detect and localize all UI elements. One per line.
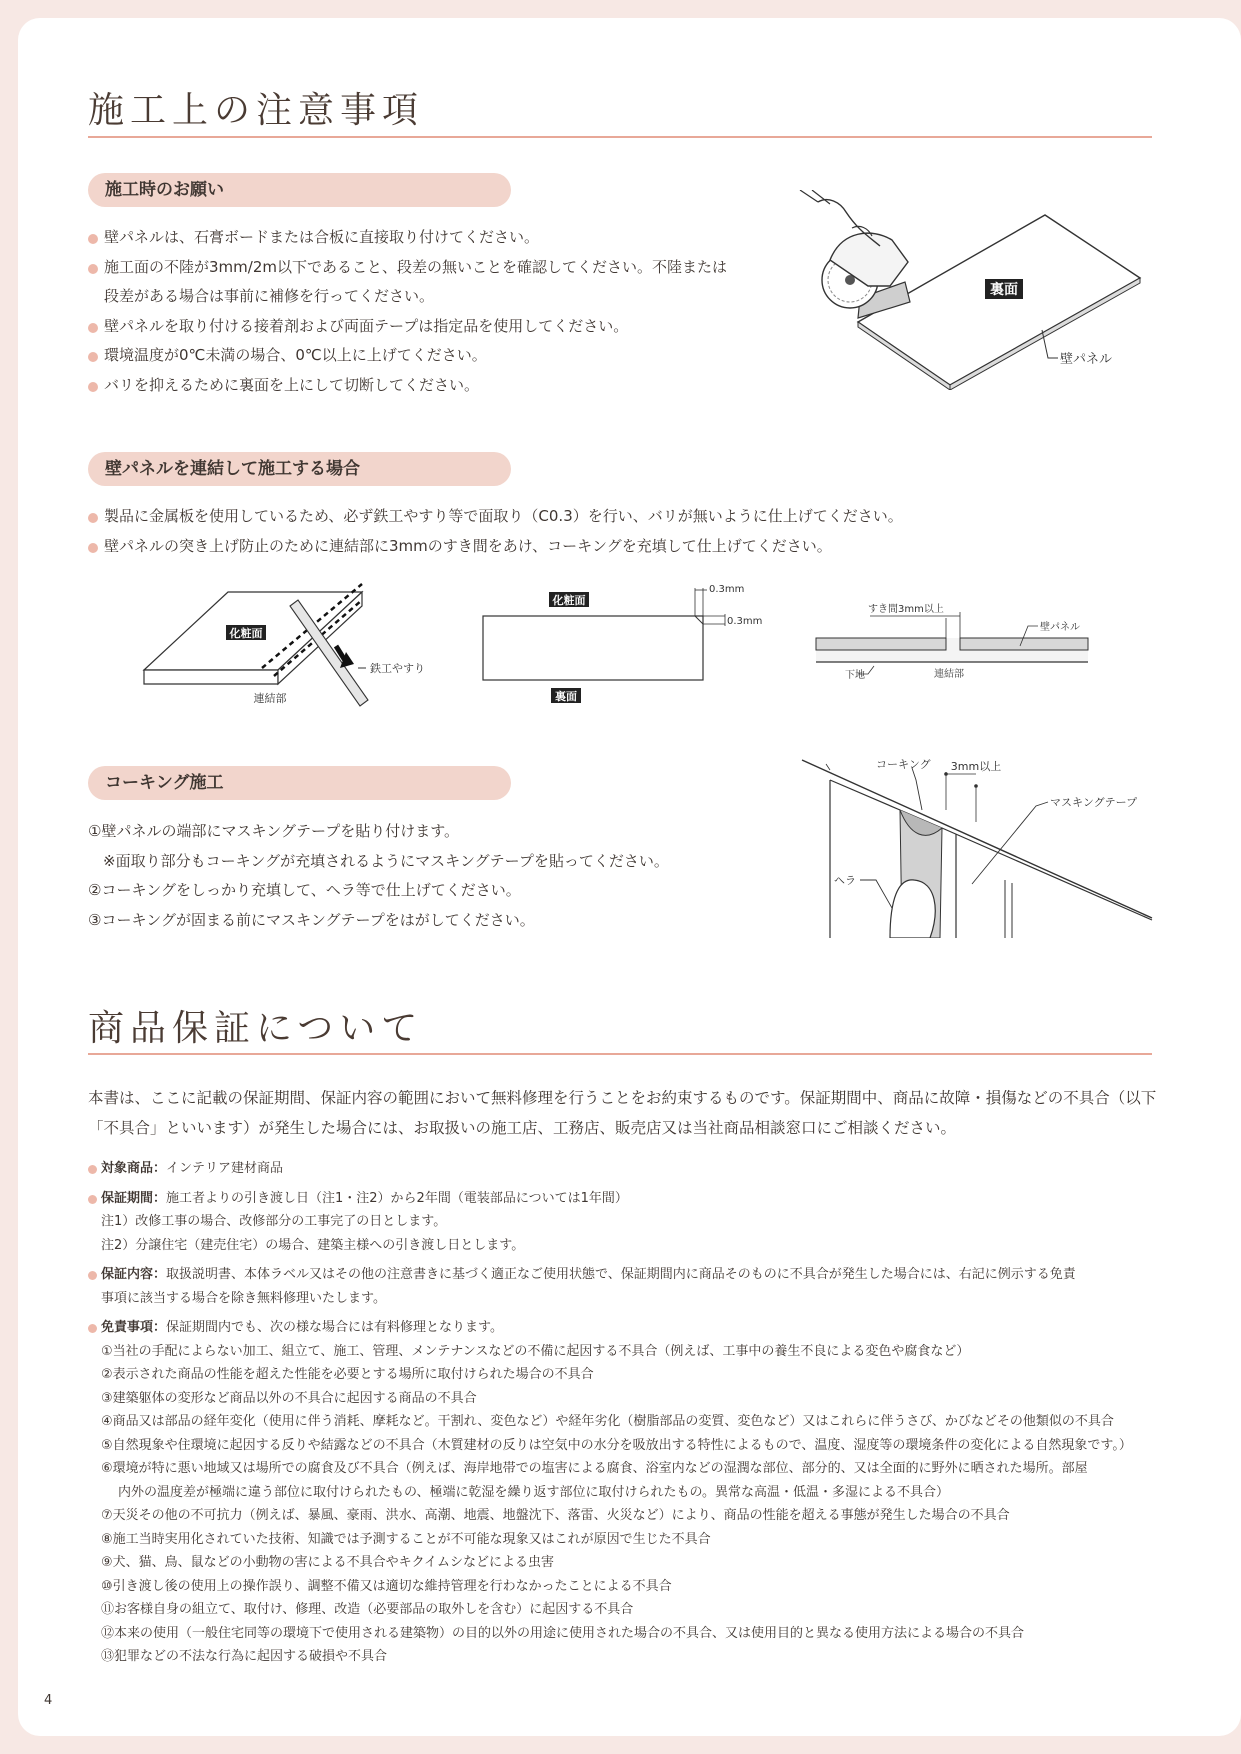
- step-item: ③コーキングが固まる前にマスキングテープをはがしてください。: [88, 910, 535, 929]
- gap-label: すき間3mm以上: [868, 604, 944, 615]
- caulking-figure: [790, 750, 1154, 938]
- list-item: バリを抑えるために裏面を上にして切断してください。: [88, 371, 727, 401]
- dimension-label: 0.3mm: [709, 584, 745, 595]
- joint-gap-figure: [810, 598, 1100, 688]
- caulking-steps: [88, 817, 669, 935]
- term-label: 対象商品：: [101, 1161, 167, 1176]
- file-label: 鉄工やすり: [370, 662, 425, 675]
- list-item-continuation: 段差がある場合は事前に補修を行ってください。: [104, 287, 435, 305]
- wall-panel-label: 壁パネル: [1060, 352, 1113, 367]
- subsection-title-caulking: コーキング施工: [88, 766, 511, 800]
- term-value: 取扱説明書、本体ラベル又はその他の注意書きに基づく適正なご使用状態で、保証期間内に商品そのものに不具合が発生した場合には、右記に例示する免責: [166, 1267, 1076, 1282]
- term-exemption: [88, 1316, 1132, 1340]
- subsection-title-request: 施工時のお願い: [88, 173, 511, 207]
- list-item: 壁パネルは、石膏ボードまたは合板に直接取り付けてください。: [88, 223, 727, 253]
- section-title-warranty: 商品保証について: [88, 1008, 424, 1049]
- term-value-continuation: 事項に該当する場合を除き無料修理いたします。: [101, 1290, 386, 1306]
- dimension-label: 0.3mm: [727, 616, 763, 627]
- request-list: [88, 223, 727, 400]
- exemption-item: ⑧施工当時実用化されていた技術、知識では予測することが不可能な現象又はこれが原因で生じた不具合: [101, 1531, 711, 1547]
- exemption-item: ⑬犯罪などの不法な行為に起因する破損や不具合: [101, 1649, 388, 1664]
- exemption-item: ⑥環境が特に悪い地域又は場所での腐食及び不具合（例えば、海岸地帯での塩害による腐食、浴室内などの湿潤な部位、部分的、又は全面的に野外に晒された場所。部屋: [101, 1461, 1088, 1476]
- list-item: 壁パネルの突き上げ防止のために連結部に3mmのすき間をあけ、コーキングを充填して仕上げてください。: [88, 532, 903, 562]
- exemption-item: ⑩引き渡し後の使用上の操作誤り、調整不備又は適切な維持管理を行わなかったことによる不具合: [101, 1578, 672, 1594]
- saw-cutting-illustration: [790, 190, 1150, 390]
- exemption-item: ⑤自然現象や住環境に起因する反りや結露などの不具合（木質建材の反りは空気中の水分を吸放出する特性によるもので、温度、湿度等の環境条件の変化による自然現象です。）: [101, 1437, 1132, 1453]
- joint-label: 連結部: [253, 692, 287, 705]
- term-label: 免責事項：: [101, 1320, 167, 1335]
- warranty-intro-line: 「不具合」といいます）が発生した場合には、お取扱いの施工店、工務店、販売店又は当社商品相談窓口にご相談ください。: [88, 1119, 957, 1137]
- step-item: ②コーキングをしっかり充填して、ヘラ等で仕上げてください。: [88, 881, 521, 899]
- term-value: インテリア建材商品: [166, 1161, 284, 1176]
- face-label: 化粧面: [552, 594, 586, 607]
- term-note: 注2）分譲住宅（建売住宅）の場合、建築主様への引き渡し日とします。: [101, 1237, 525, 1253]
- exemption-item-continuation: 内外の温度差が極端に違う部位に取付けられたもの、極端に乾湿を繰り返す部位に取付けられたもの。異常な高温・低温・多湿による不具合）: [118, 1484, 949, 1500]
- gap-label: 3mm以上: [950, 760, 1002, 773]
- list-item: 壁パネルを取り付ける接着剤および両面テープは指定品を使用してください。: [88, 312, 727, 342]
- term-period: [88, 1187, 1132, 1211]
- list-item: 施工面の不陸が3mm/2m以下であること、段差の無いことを確認してください。不陸または: [88, 253, 727, 283]
- back-label: 裏面: [555, 690, 577, 703]
- term-note: 注1）改修工事の場合、改修部分の工事完了の日とします。: [101, 1214, 447, 1229]
- joint-label: 連結部: [934, 669, 964, 680]
- exemption-item: ⑨犬、猫、鳥、鼠などの小動物の害による不具合やキクイムシなどによる虫害: [101, 1555, 555, 1570]
- section-title-caution: 施工上の注意事項: [88, 90, 425, 131]
- back-face-label: 裏面: [990, 282, 1018, 298]
- panel-label: 壁パネル: [1040, 622, 1080, 633]
- exemption-item: ③建築躯体の変形など商品以外の不具合に起因する商品の不具合: [101, 1390, 477, 1406]
- term-label: 保証内容：: [101, 1267, 167, 1282]
- exemption-item: ⑪お客様自身の組立て、取付け、修理、改造（必要部品の取外しを含む）に起因する不具合: [101, 1602, 634, 1617]
- term-target: [88, 1157, 1132, 1181]
- tape-label: マスキングテープ: [1050, 796, 1138, 809]
- face-label: 化粧面: [229, 627, 263, 640]
- title-rule: [88, 1053, 1152, 1055]
- chamfer-filing-figure: [140, 578, 440, 708]
- caulk-label: コーキング: [876, 758, 931, 771]
- exemption-item: ④商品又は部品の経年変化（使用に伴う消耗、摩耗など。干割れ、変色など）や経年劣化（樹脂部品の変質、変色など）又はこれらに伴うさび、かびなどその他類似の不具合: [101, 1414, 1114, 1429]
- base-label: 下地: [845, 670, 865, 681]
- list-item: 環境温度が0℃未満の場合、0℃以上に上げてください。: [88, 341, 727, 371]
- title-rule: [88, 136, 1152, 138]
- exemption-item: ②表示された商品の性能を超えた性能を必要とする場所に取付けられた場合の不具合: [101, 1367, 594, 1382]
- exemption-item: ⑦天災その他の不可抗力（例えば、暴風、豪雨、洪水、高潮、地震、地盤沈下、落雷、火災など）により、商品の性能を超える事態が発生した場合の不具合: [101, 1508, 1010, 1523]
- chamfer-dimension-figure: [475, 580, 775, 708]
- connecting-list: [88, 502, 903, 561]
- page-number: 4: [44, 1693, 53, 1708]
- subsection-title-connecting: 壁パネルを連結して施工する場合: [88, 452, 511, 486]
- exemption-item: ⑫本来の使用（一般住宅同等の環境下で使用される建築物）の目的以外の用途に使用された場合の不具合、又は使用目的と異なる使用方法による場合の不具合: [101, 1625, 1025, 1641]
- term-label: 保証期間：: [101, 1190, 167, 1206]
- list-item: 製品に金属板を使用しているため、必ず鉄工やすり等で面取り（C0.3）を行い、バリが無いように仕上げてください。: [88, 502, 903, 532]
- term-value: 施工者よりの引き渡し日（注1・注2）から2年間（電装部品については1年間）: [166, 1190, 628, 1206]
- step-note: ※面取り部分もコーキングが充填されるようにマスキングテープを貼ってください。: [88, 851, 669, 870]
- warranty-terms: [88, 1157, 1132, 1669]
- spatula-label: ヘラ: [834, 874, 856, 887]
- step-item: ①壁パネルの端部にマスキングテープを貼り付けます。: [88, 822, 460, 840]
- exemption-item: ①当社の手配によらない加工、組立て、施工、管理、メンテナンスなどの不備に起因する不具合（例えば、工事中の養生不良による変色や腐食など）: [101, 1343, 970, 1359]
- term-content: [88, 1263, 1132, 1287]
- term-value: 保証期間内でも、次の様な場合には有料修理となります。: [166, 1320, 503, 1335]
- warranty-intro-line: 本書は、ここに記載の保証期間、保証内容の範囲において無料修理を行うことをお約束するものです。保証期間中、商品に故障・損傷などの不具合（以下: [88, 1089, 1157, 1107]
